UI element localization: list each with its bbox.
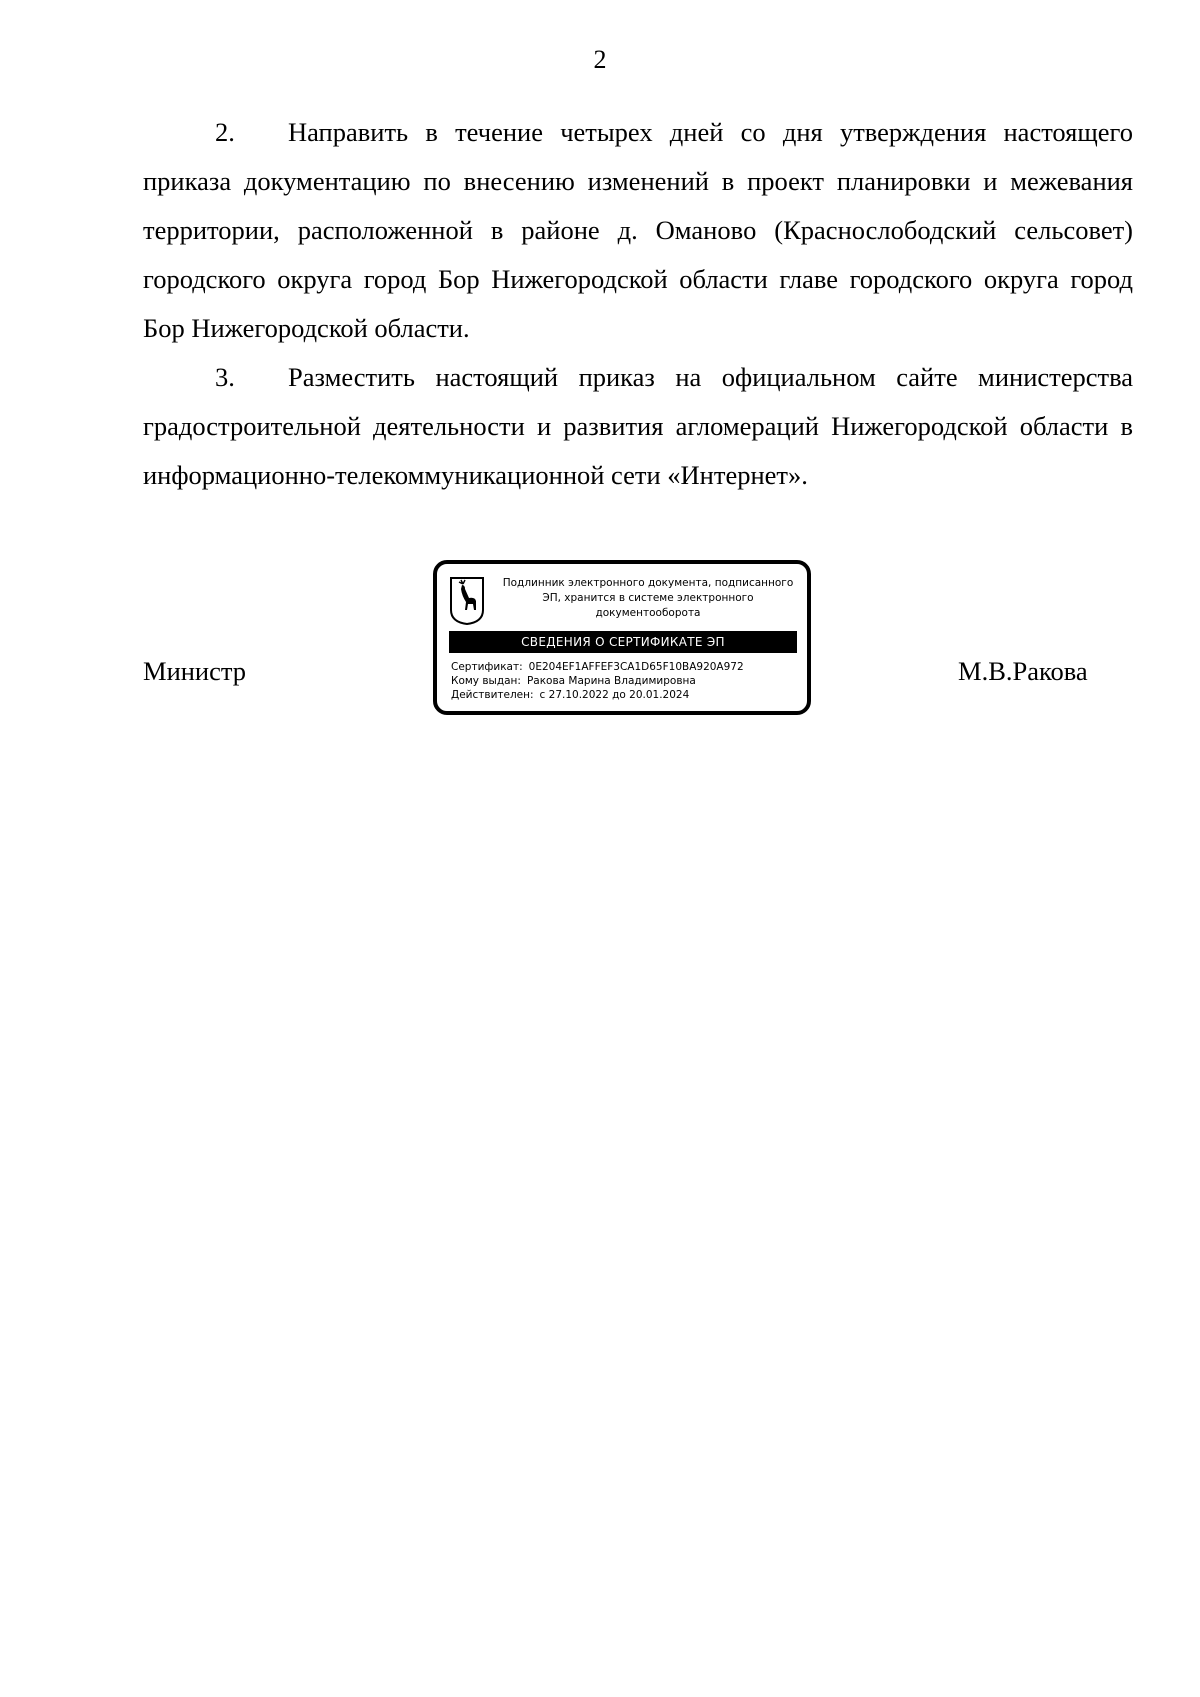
- signatory-name: М.В.Ракова: [958, 656, 1088, 686]
- certificate-value: 0E204EF1AFFEF3CA1D65F10BA920A972: [528, 661, 744, 673]
- paragraph-item: [143, 353, 1133, 500]
- stamp-certificate-bar: СВЕДЕНИЯ О СЕРТИФИКАТЕ ЭП: [449, 631, 797, 653]
- stamp-header-text: Подлинник электронного документа, подписанного ЭП, хранится в системе электронного документооборота: [502, 577, 794, 619]
- paragraph-number: 2.: [215, 117, 235, 147]
- certificate-label: Сертификат:: [451, 661, 523, 673]
- document-body: [143, 108, 1133, 500]
- paragraph-item: [143, 108, 1133, 353]
- paragraph-number: 3.: [215, 362, 235, 392]
- owner-label: Кому выдан:: [451, 675, 521, 687]
- certificate-line: [451, 660, 801, 674]
- validity-label: Действителен:: [451, 689, 534, 701]
- deer-coat-of-arms-icon: [449, 576, 485, 626]
- owner-value: Ракова Марина Владимировна: [526, 675, 696, 687]
- paragraph-text: Направить в течение четырех дней со дня утверждения настоящего приказа документацию по внесению изменений в проект планировки и межевания территории, расположенной в районе д. Омановo (Краснослободский сельсовет) городского округа город Бор Нижегородской области главе городского округа город Бор Нижегородской области.: [143, 117, 1133, 343]
- signature-block: [0, 560, 1200, 730]
- validity-line: [451, 688, 801, 702]
- electronic-signature-stamp: [433, 560, 811, 715]
- stamp-certificate-details: [451, 660, 801, 702]
- owner-line: [451, 674, 801, 688]
- paragraph-text: Разместить настоящий приказ на официальном сайте министерства градостроительной деятельности и развития агломераций Нижегородской области в информационно-телекоммуникационной сети «Интернет».: [143, 362, 1133, 490]
- signatory-role: Министр: [143, 656, 247, 686]
- validity-value: с 27.10.2022 до 20.01.2024: [539, 689, 690, 701]
- page-number: 2: [593, 45, 607, 74]
